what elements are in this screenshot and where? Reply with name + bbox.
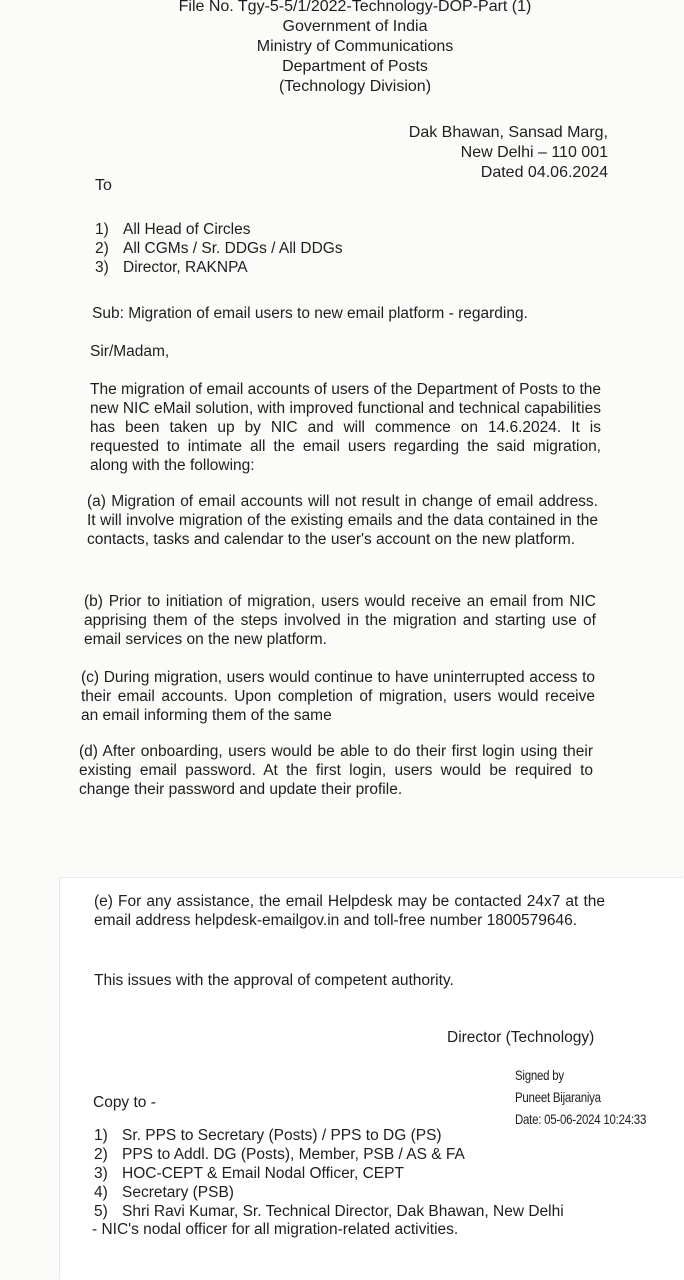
point-d-paragraph: (d) After onboarding, users would be able to do their first login using their existing email password. At the first login, users would be required to change their password and update their profile.	[79, 743, 593, 798]
sender-address	[340, 123, 608, 183]
copy-to-list	[94, 1126, 614, 1221]
list-item: 3) HOC-CEPT & Email Nodal Officer, CEPT	[94, 1165, 404, 1182]
department-name: Department of Posts	[282, 58, 428, 75]
ministry-name: Ministry of Communications	[256, 38, 454, 55]
government-name: Government of India	[282, 18, 428, 35]
copy-to-note: - NIC's nodal officer for all migration-related activities.	[92, 1221, 459, 1238]
list-item: 2) All CGMs / Sr. DDGs / All DDGs	[95, 240, 343, 257]
salutation: Sir/Madam,	[90, 343, 170, 360]
to-label: To	[95, 177, 112, 194]
division-name: (Technology Division)	[278, 78, 432, 95]
address-line-1: Dak Bhawan, Sansad Marg,	[408, 124, 608, 141]
list-item: 4) Secretary (PSB)	[94, 1184, 234, 1201]
signer-name: Puneet Bijaraniya	[515, 1089, 601, 1105]
copy-to-label: Copy to -	[93, 1094, 156, 1111]
signed-by-label: Signed by	[515, 1067, 564, 1083]
point-c-paragraph: (c) During migration, users would continue to have uninterrupted access to their email accounts. Upon completion of migration, users would receive an email informing them of the same	[81, 669, 595, 724]
digital-signature-block	[515, 1064, 679, 1130]
recipient-list	[95, 220, 415, 277]
list-item: 5) Shri Ravi Kumar, Sr. Technical Director, Dak Bhawan, New Delhi	[94, 1203, 564, 1220]
signature-date: Date: 05-06-2024 10:24:33	[515, 1111, 647, 1127]
intro-paragraph: The migration of email accounts of users of the Department of Posts to the new NIC eMail solution, with improved functional and technical capabilities has been taken up by NIC and will commence on 14.6.2024. It is requested to intimate all the email users regarding the said migration, along with the following:	[90, 381, 601, 474]
signatory-designation: Director (Technology)	[447, 1029, 595, 1046]
point-e-paragraph: (e) For any assistance, the email Helpdesk may be contacted 24x7 at the email address helpdesk-emailgov.in and toll-free number 1800579646.	[94, 893, 605, 929]
letter-header	[150, 0, 560, 97]
list-item: 3) Director, RAKNPA	[95, 259, 248, 276]
letter-date: Dated 04.06.2024	[480, 164, 608, 181]
approval-line: This issues with the approval of competent authority.	[94, 972, 454, 989]
point-b-paragraph: (b) Prior to initiation of migration, users would receive an email from NIC apprising them of the steps involved in the migration and starting use of email services on the new platform.	[84, 593, 596, 648]
list-item: 2) PPS to Addl. DG (Posts), Member, PSB / AS & FA	[94, 1146, 465, 1163]
point-a-paragraph: (a) Migration of email accounts will not result in change of email address. It will involve migration of the existing emails and the data contained in the contacts, tasks and calendar to the user's account on the new platform.	[87, 493, 598, 548]
list-item: 1) Sr. PPS to Secretary (Posts) / PPS to DG (PS)	[94, 1127, 442, 1144]
file-number: File No. Tgy-5-5/1/2022-Technology-DOP-Part (1)	[178, 0, 532, 15]
subject-line: Sub: Migration of email users to new email platform - regarding.	[92, 305, 528, 322]
list-item: 1) All Head of Circles	[95, 221, 251, 238]
address-line-2: New Delhi – 110 001	[460, 144, 608, 161]
